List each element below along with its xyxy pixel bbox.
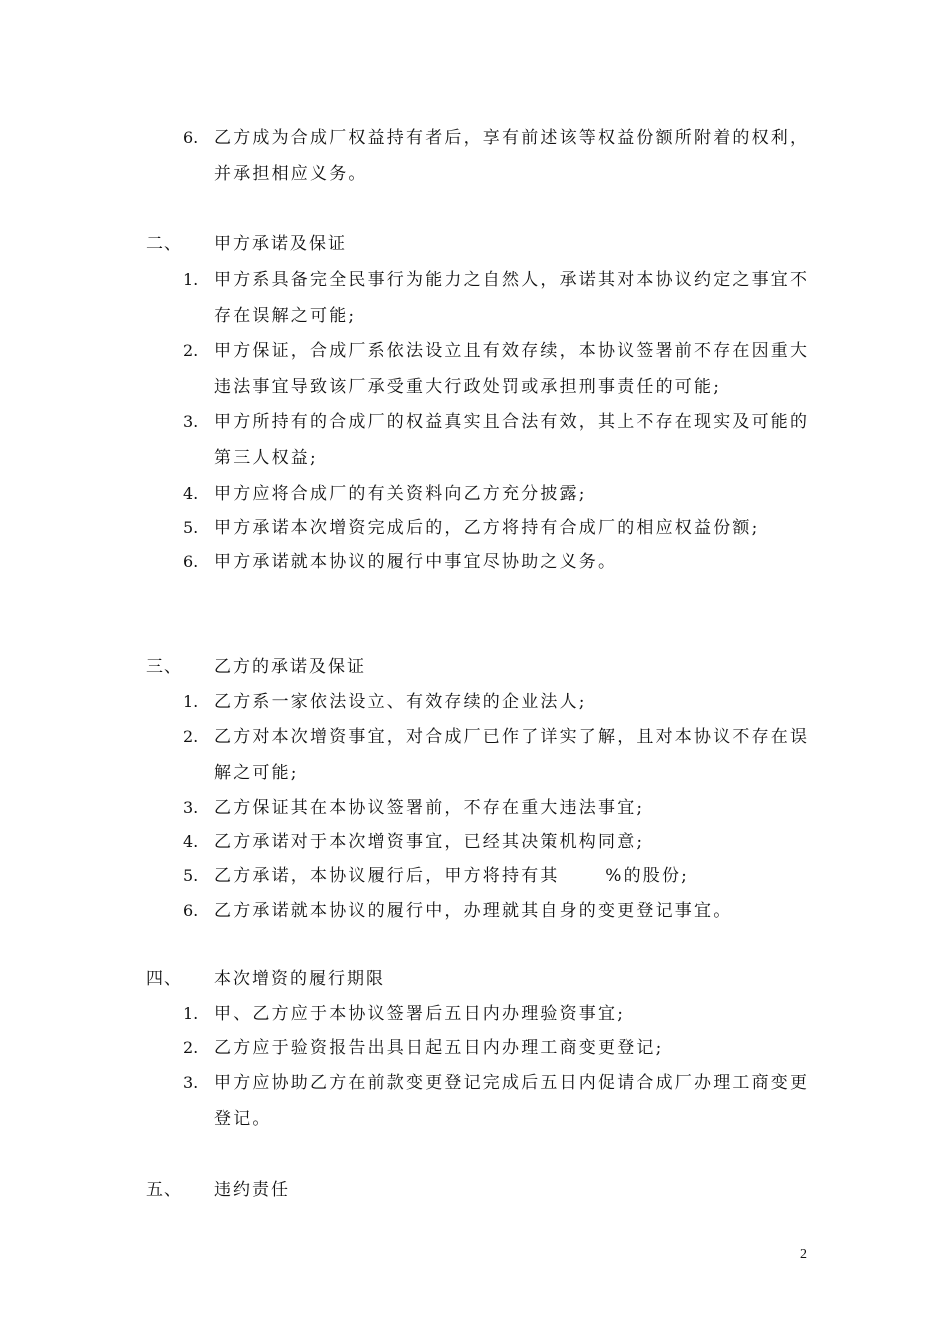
- item-text: 乙方系一家依法设立、有效存续的企业法人;: [214, 692, 587, 712]
- item-text: 乙方对本次增资事宜，对合成厂已作了详实了解，且对本协议不存在误: [214, 727, 810, 747]
- item-number: 4.: [183, 832, 199, 851]
- item-text-continued: 登记。: [214, 1109, 272, 1129]
- item-number: 3.: [183, 1073, 199, 1092]
- section-number: 三、: [146, 657, 182, 677]
- item-text: 甲、乙方应于本协议签署后五日内办理验资事宜;: [214, 1004, 626, 1024]
- item-number: 3.: [183, 798, 199, 817]
- item-number: 6.: [183, 128, 199, 147]
- section-title: 违约责任: [214, 1180, 290, 1200]
- item-number: 5.: [183, 518, 199, 537]
- item-text: 乙方承诺对于本次增资事宜，已经其决策机构同意;: [214, 832, 645, 852]
- item-text: 甲方承诺本次增资完成后的，乙方将持有合成厂的相应权益份额;: [214, 518, 760, 538]
- section-number: 五、: [146, 1180, 182, 1200]
- item-number: 3.: [183, 412, 199, 431]
- item-text: 乙方承诺，本协议履行后，甲方将持有其 %的股份;: [214, 866, 690, 886]
- item-number: 4.: [183, 484, 199, 503]
- item-number: 2.: [183, 1038, 199, 1057]
- item-text: 乙方承诺就本协议的履行中，办理就其自身的变更登记事宜。: [214, 901, 733, 921]
- section-number: 二、: [146, 234, 182, 254]
- section-title: 乙方的承诺及保证: [214, 657, 366, 677]
- item-number: 2.: [183, 341, 199, 360]
- item-text: 甲方应协助乙方在前款变更登记完成后五日内促请合成厂办理工商变更: [214, 1073, 810, 1093]
- section-title: 本次增资的履行期限: [214, 969, 385, 989]
- page-number: 2: [800, 1247, 807, 1262]
- item-text-continued: 第三人权益;: [214, 448, 318, 468]
- item-text-continued: 违法事宜导致该厂承受重大行政处罚或承担刑事责任的可能;: [214, 377, 722, 397]
- item-text: 甲方保证，合成厂系依法设立且有效存续，本协议签署前不存在因重大: [214, 341, 810, 361]
- item-number: 2.: [183, 727, 199, 746]
- item-number: 6.: [183, 552, 199, 571]
- item-text: 甲方承诺就本协议的履行中事宜尽协助之义务。: [214, 552, 618, 572]
- item-number: 1.: [183, 692, 199, 711]
- item-text: 甲方应将合成厂的有关资料向乙方充分披露;: [214, 484, 587, 504]
- item-number: 1.: [183, 270, 199, 289]
- item-number: 6.: [183, 901, 199, 920]
- item-number: 1.: [183, 1004, 199, 1023]
- item-text-continued: 解之可能;: [214, 763, 299, 783]
- item-text-continued: 并承担相应义务。: [214, 164, 368, 184]
- item-text: 甲方系具备完全民事行为能力之自然人，承诺其对本协议约定之事宜不: [214, 270, 810, 290]
- item-text: 甲方所持有的合成厂的权益真实且合法有效，其上不存在现实及可能的: [214, 412, 810, 432]
- item-text: 乙方成为合成厂权益持有者后，享有前述该等权益份额所附着的权利，: [214, 128, 810, 148]
- item-text: 乙方保证其在本协议签署前，不存在重大违法事宜;: [214, 798, 645, 818]
- item-text-continued: 存在误解之可能;: [214, 306, 357, 326]
- item-text: 乙方应于验资报告出具日起五日内办理工商变更登记;: [214, 1038, 664, 1058]
- section-number: 四、: [146, 969, 182, 989]
- section-title: 甲方承诺及保证: [214, 234, 347, 254]
- item-number: 5.: [183, 866, 199, 885]
